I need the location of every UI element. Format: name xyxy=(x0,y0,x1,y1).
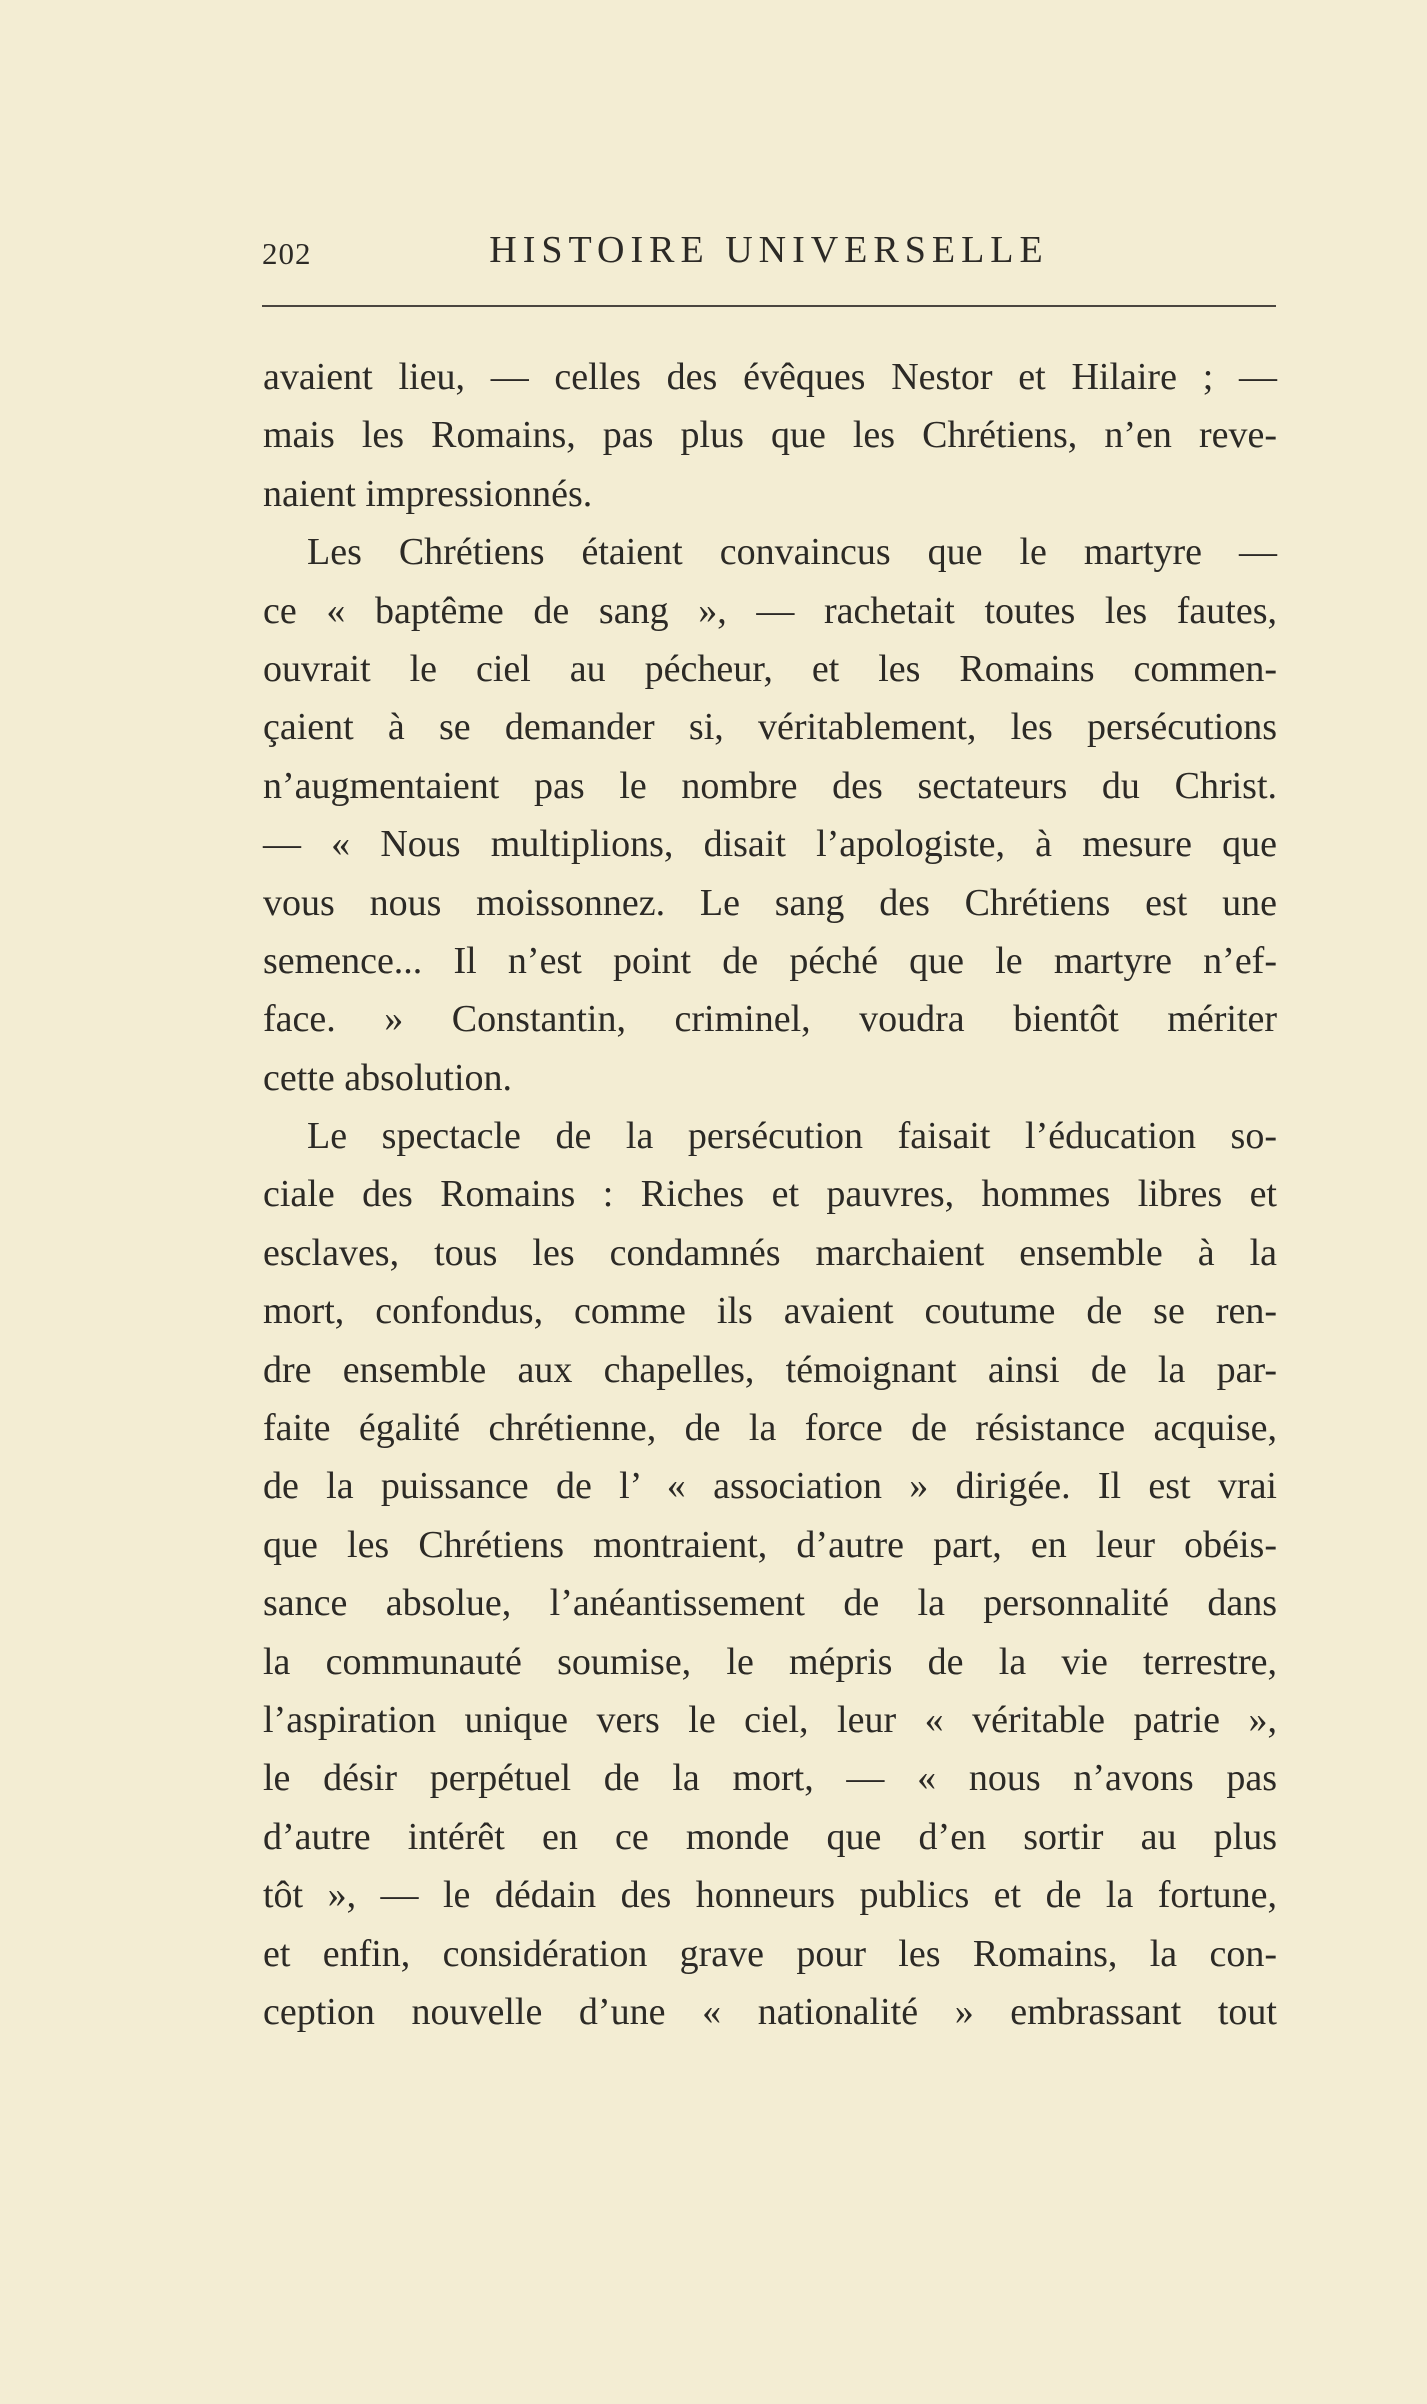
header-rule xyxy=(262,305,1276,307)
text-line: Le spectacle de la persécution faisait l’éducation so- xyxy=(307,1115,1277,1158)
text-line: d’autre intérêt en ce monde que d’en sortir au plus xyxy=(263,1815,1277,1858)
text-line: mort, confondus, comme ils avaient coutume de se ren- xyxy=(263,1290,1277,1333)
text-line: esclaves, tous les condamnés marchaient ensemble à la xyxy=(263,1231,1277,1274)
page-number: 202 xyxy=(262,236,312,271)
text-line: — « Nous multiplions, disait l’apologiste, à mesure que xyxy=(263,823,1277,866)
text-line: ce « baptême de sang », — rachetait toutes les fautes, xyxy=(263,589,1277,632)
text-line: ception nouvelle d’une « nationalité » embrassant tout xyxy=(263,1990,1277,2033)
text-line: la communauté soumise, le mépris de la vie terrestre, xyxy=(263,1640,1277,1683)
text-line: çaient à se demander si, véritablement, les persécutions xyxy=(263,706,1277,749)
text-line: et enfin, considération grave pour les Romains, la con- xyxy=(263,1932,1277,1975)
text-line: ciale des Romains : Riches et pauvres, hommes libres et xyxy=(263,1173,1277,1216)
text-line: faite égalité chrétienne, de la force de résistance acquise, xyxy=(263,1407,1277,1450)
text-line: face. » Constantin, criminel, voudra bientôt mériter xyxy=(263,998,1277,1041)
text-line: le désir perpétuel de la mort, — « nous n’avons pas xyxy=(263,1757,1277,1800)
page-header xyxy=(262,228,1276,288)
body-text xyxy=(263,348,1277,2041)
text-line: mais les Romains, pas plus que les Chrétiens, n’en reve- xyxy=(263,414,1277,457)
text-line: semence... Il n’est point de péché que le martyre n’ef- xyxy=(263,939,1277,982)
text-line: vous nous moissonnez. Le sang des Chrétiens est une xyxy=(263,881,1277,924)
text-line: dre ensemble aux chapelles, témoignant ainsi de la par- xyxy=(263,1348,1277,1391)
text-line: n’augmentaient pas le nombre des sectateurs du Christ. xyxy=(263,764,1277,807)
text-line: ouvrait le ciel au pécheur, et les Romains commen- xyxy=(263,647,1277,690)
text-line: l’aspiration unique vers le ciel, leur « véritable patrie », xyxy=(263,1698,1277,1741)
running-title: HISTOIRE UNIVERSELLE xyxy=(489,229,1049,271)
text-line: que les Chrétiens montraient, d’autre part, en leur obéis- xyxy=(263,1523,1277,1566)
text-line: avaient lieu, — celles des évêques Nestor et Hilaire ; — xyxy=(263,356,1277,398)
text-line: tôt », — le dédain des honneurs publics et de la fortune, xyxy=(263,1874,1277,1917)
text-line: sance absolue, l’anéantissement de la personnalité dans xyxy=(263,1582,1277,1625)
text-line: Les Chrétiens étaient convaincus que le martyre — xyxy=(307,531,1277,574)
text-line: naient impressionnés. xyxy=(263,472,593,515)
text-line: de la puissance de l’ « association » dirigée. Il est vrai xyxy=(263,1465,1277,1508)
text-line: cette absolution. xyxy=(263,1056,513,1099)
